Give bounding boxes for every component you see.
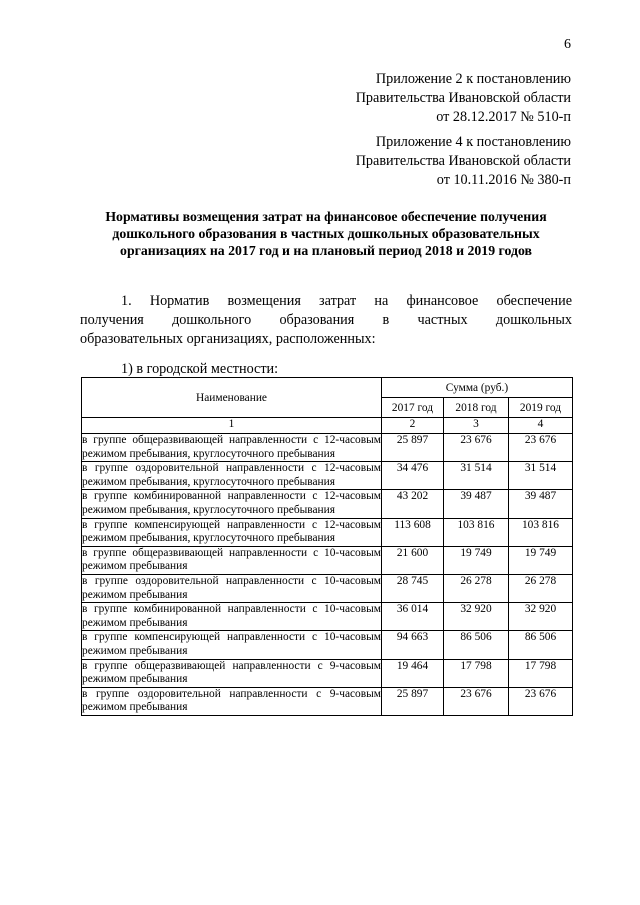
word: дошкольных	[495, 312, 572, 328]
row-name: в группе компенсирующей направленности с 10-часовым режимом пребывания	[82, 631, 382, 659]
table-row	[82, 462, 573, 490]
row-name: в группе комбинированной направленности с 10-часовым режимом пребывания	[82, 603, 382, 631]
cell-2019: 103 816	[509, 518, 573, 546]
word: образования	[279, 312, 355, 328]
title-line: Нормативы возмещения затрат на финансовое обеспечение получения	[105, 209, 547, 224]
appendix-line: Приложение 2 к постановлению	[375, 71, 571, 87]
cell-2018: 32 920	[444, 603, 509, 631]
header-name: Наименование	[82, 378, 382, 418]
appendix-line: Правительства Ивановской области	[355, 153, 571, 169]
table-row	[82, 518, 573, 546]
table-header-row	[82, 378, 573, 398]
word: получения	[80, 312, 144, 328]
word: затрат	[319, 293, 357, 309]
appendix-note-2	[300, 133, 571, 190]
cell-2019: 26 278	[509, 574, 573, 602]
cell-2019: 17 798	[509, 659, 573, 687]
row-name: в группе оздоровительной направленности с 10-часовым режимом пребывания	[82, 574, 382, 602]
word: финансовое	[406, 293, 479, 309]
column-number: 1	[82, 418, 382, 434]
word: образовательных организациях, расположенных:	[80, 331, 376, 347]
word: в	[382, 312, 390, 328]
appendix-line: Приложение 4 к постановлению	[375, 134, 571, 150]
cell-2018: 17 798	[444, 659, 509, 687]
row-name: в группе общеразвивающей направленности с 10-часовым режимом пребывания	[82, 546, 382, 574]
cell-2018: 23 676	[444, 434, 509, 462]
table-row	[82, 603, 573, 631]
appendix-line: от 28.12.2017 № 510-п	[436, 109, 571, 125]
page-number: 6	[564, 37, 571, 52]
word: частных	[417, 312, 468, 328]
cell-2018: 19 749	[444, 546, 509, 574]
cell-2018: 103 816	[444, 518, 509, 546]
table-row	[82, 490, 573, 518]
row-name: в группе общеразвивающей направленности с 9-часовым режимом пребывания	[82, 659, 382, 687]
table-row	[82, 574, 573, 602]
cell-2018: 26 278	[444, 574, 509, 602]
row-name: в группе комбинированной направленности с 12-часовым режимом пребывания, круглосуточного пребывания	[82, 490, 382, 518]
row-name: в группе компенсирующей направленности с 12-часовым режимом пребывания, круглосуточного пребывания	[82, 518, 382, 546]
document-title	[80, 208, 572, 259]
header-year: 2019 год	[509, 398, 573, 418]
cell-2018: 86 506	[444, 631, 509, 659]
table-row	[82, 546, 573, 574]
cell-2017: 28 745	[382, 574, 444, 602]
header-year: 2017 год	[382, 398, 444, 418]
cell-2018: 31 514	[444, 462, 509, 490]
cell-2017: 19 464	[382, 659, 444, 687]
column-number: 4	[509, 418, 573, 434]
cell-2017: 43 202	[382, 490, 444, 518]
paragraph-line	[80, 330, 572, 349]
word: дошкольного	[172, 312, 252, 328]
appendix-line: от 10.11.2016 № 380-п	[436, 172, 571, 188]
cell-2017: 113 608	[382, 518, 444, 546]
cell-2019: 23 676	[509, 687, 573, 715]
word: обеспечение	[496, 293, 572, 309]
column-number: 2	[382, 418, 444, 434]
cell-2019: 32 920	[509, 603, 573, 631]
row-name: в группе оздоровительной направленности с 12-часовым режимом пребывания, круглосуточного пребывания	[82, 462, 382, 490]
word: Норматив	[149, 293, 210, 309]
header-year: 2018 год	[444, 398, 509, 418]
cell-2018: 39 487	[444, 490, 509, 518]
cell-2019: 31 514	[509, 462, 573, 490]
cell-2019: 19 749	[509, 546, 573, 574]
cell-2017: 34 476	[382, 462, 444, 490]
appendix-note-1	[300, 70, 571, 127]
header-sum: Сумма (руб.)	[382, 378, 573, 398]
paragraph-line	[80, 292, 572, 311]
body-paragraph	[80, 292, 572, 349]
cell-2017: 25 897	[382, 434, 444, 462]
cell-2017: 36 014	[382, 603, 444, 631]
cell-2018: 23 676	[444, 687, 509, 715]
cell-2017: 21 600	[382, 546, 444, 574]
column-number: 3	[444, 418, 509, 434]
table-row	[82, 659, 573, 687]
cell-2017: 94 663	[382, 631, 444, 659]
title-line: организациях на 2017 год и на плановый период 2018 и 2019 годов	[120, 243, 532, 258]
paragraph-line	[80, 311, 572, 330]
section-label: 1) в городской местности:	[121, 361, 279, 377]
cell-2017: 25 897	[382, 687, 444, 715]
row-name: в группе общеразвивающей направленности с 12-часовым режимом пребывания, круглосуточного пребывания	[82, 434, 382, 462]
column-number-row	[82, 418, 573, 434]
appendix-line: Правительства Ивановской области	[355, 90, 571, 106]
row-name: в группе оздоровительной направленности с 9-часовым режимом пребывания	[82, 687, 382, 715]
table-row	[82, 434, 573, 462]
word: возмещения	[227, 293, 301, 309]
word: 1.	[121, 293, 132, 309]
cell-2019: 39 487	[509, 490, 573, 518]
table-row	[82, 687, 573, 715]
norms-table	[81, 377, 573, 716]
title-line: дошкольного образования в частных дошкольных образовательных	[112, 226, 540, 241]
table-row	[82, 631, 573, 659]
cell-2019: 23 676	[509, 434, 573, 462]
cell-2019: 86 506	[509, 631, 573, 659]
word: на	[374, 293, 389, 309]
